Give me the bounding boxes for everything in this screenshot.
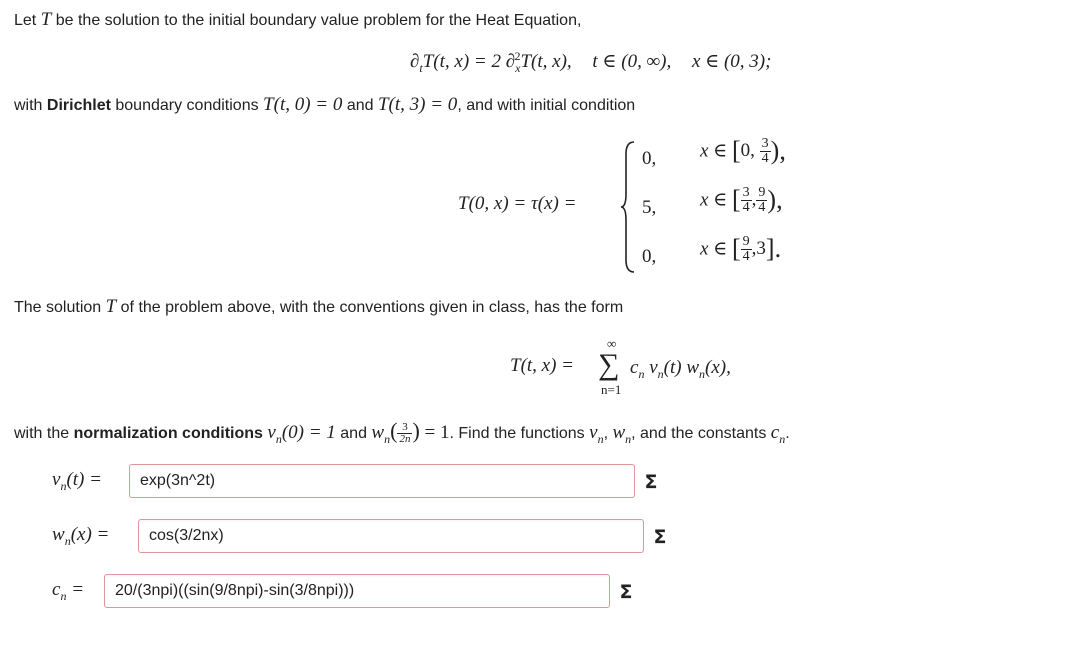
solution-intro <box>14 296 623 318</box>
norm-prefix: with the <box>14 425 70 442</box>
series-w-sub: n <box>699 366 705 381</box>
case-3-open: [ <box>732 234 741 263</box>
solution-var-T: T <box>105 296 117 317</box>
series-terms <box>630 357 731 379</box>
case-2-value: 5, <box>642 197 657 218</box>
norm-c: c <box>770 422 780 443</box>
ic-lhs-text: T(0, x) = τ(x) = <box>458 193 577 214</box>
bc-mid: boundary conditions <box>115 97 259 114</box>
norm-c-sub: n <box>779 431 786 446</box>
norm-w-tail: = 1 <box>424 422 450 443</box>
case-1-value: 0, <box>642 148 657 169</box>
norm-list-w: w <box>612 422 626 443</box>
series-c: c <box>630 357 639 378</box>
answer-v-label-arg: (t) = <box>66 469 102 490</box>
case-1-close: ), <box>770 136 786 165</box>
var-T: T <box>40 9 52 30</box>
case-3-a-num: 9 <box>742 233 750 249</box>
case-3-comma: , <box>751 238 757 259</box>
case-3-b: 3 <box>756 238 766 259</box>
bc-line <box>14 94 635 116</box>
eq-lhs-tail: T(t, x) = 2 ∂ <box>422 51 516 72</box>
eq-x-domain: x ∈ (0, 3); <box>691 51 772 72</box>
eq-rhs-tail: T(t, x), <box>520 51 572 72</box>
normalization-line: with the normalization conditions $v_n(0) = 1$ and $w_n$( $\frac{3}{2n}$ ) = 1. Find the functions $v_n$, $w_n$, and the constants $c_n$. <box>14 418 790 446</box>
answer-c-label-var: c <box>52 579 61 600</box>
sigma-icon[interactable]: Σ <box>653 526 667 548</box>
case-2-b-num: 9 <box>758 184 766 200</box>
intro-line <box>14 9 581 31</box>
case-3-a-den: 4 <box>742 248 750 264</box>
case-1-x-in: x ∈ <box>700 140 728 162</box>
sum-symbol: ∑ <box>598 348 620 381</box>
answer-c-input[interactable]: 20/(3npi)((sin(9/8npi)-sin(3/8npi))) <box>104 574 610 608</box>
series-w: w <box>686 357 699 378</box>
case-2-domain <box>700 185 783 215</box>
case-1-open: [ <box>732 136 741 165</box>
answer-w-input[interactable]: cos(3/2nx) <box>138 519 644 553</box>
bc-suffix: , and with initial condition <box>457 97 636 114</box>
intro-prefix: Let <box>14 12 37 29</box>
norm-suffix: . Find the functions <box>449 425 585 442</box>
norm-v-tail: (0) = 1 <box>281 422 336 443</box>
norm-list-v-sub: n <box>597 431 604 446</box>
solution-suffix: of the problem above, with the conventions given in class, has the form <box>120 299 624 316</box>
norm-frac-num: 3 <box>397 422 412 434</box>
eq-sup-2: 2 <box>514 48 521 63</box>
norm-and: and <box>340 425 367 442</box>
answer-w-label-sub: n <box>64 533 71 548</box>
case-2-comma: , <box>751 189 757 210</box>
case-3-value: 0, <box>642 246 657 267</box>
bc-bold-dirichlet: Dirichlet <box>46 97 111 114</box>
answer-c-label-arg: = <box>66 579 85 600</box>
case-2-a-num: 3 <box>742 184 750 200</box>
answer-c-label <box>52 579 84 601</box>
eq-t-domain: t ∈ (0, ∞), <box>592 51 672 72</box>
answer-w-label-var: w <box>52 524 65 545</box>
case-2-b-den: 4 <box>758 199 766 215</box>
answer-c-label-sub: n <box>60 588 67 603</box>
norm-frac-den: 2n <box>399 433 411 446</box>
series-v-arg: (t) <box>663 357 682 378</box>
series-v: v <box>649 357 658 378</box>
intro-suffix: be the solution to the initial boundary value problem for the Heat Equation, <box>55 12 582 29</box>
case-1-a: 0, <box>740 140 755 161</box>
sigma-icon[interactable]: Σ <box>644 471 658 493</box>
case-3-x-in: x ∈ <box>700 238 728 260</box>
case-2-a-den: 4 <box>742 199 750 215</box>
case-3-domain <box>700 234 781 264</box>
case-1-b-den: 4 <box>761 150 769 166</box>
bc-condition-1: T(t, 0) = 0 <box>263 94 343 115</box>
case-2-close: ), <box>767 185 783 214</box>
bc-condition-2: T(t, 3) = 0 <box>377 94 458 115</box>
sigma-icon[interactable]: Σ <box>619 581 633 603</box>
norm-v-sub: n <box>275 431 282 446</box>
norm-bold: normalization conditions <box>73 425 263 442</box>
answer-w-label <box>52 524 109 546</box>
bc-and: and <box>346 97 374 114</box>
heat-equation <box>410 50 771 73</box>
norm-w-sub: n <box>384 431 391 446</box>
piecewise-brace <box>620 140 636 274</box>
norm-w: w <box>371 422 385 443</box>
norm-and2: , and the constants <box>631 425 767 442</box>
norm-v: v <box>267 422 276 443</box>
sum-bottom: n=1 <box>601 382 622 397</box>
answer-v-label <box>52 469 102 491</box>
sum-top: ∞ <box>607 336 617 351</box>
eq-sub-x: x <box>515 60 521 75</box>
case-3-close: ]. <box>765 234 782 263</box>
series-lhs: T(t, x) = <box>510 355 575 376</box>
answer-v-label-sub: n <box>60 478 67 493</box>
case-1-domain <box>700 136 786 166</box>
answer-v-input[interactable]: exp(3n^2t) <box>129 464 635 498</box>
case-2-open: [ <box>732 185 741 214</box>
series-c-sub: n <box>638 366 645 381</box>
answer-v-label-var: v <box>52 469 61 490</box>
eq-partial-t: ∂ <box>410 51 420 72</box>
solution-prefix: The solution <box>14 299 102 316</box>
bc-prefix: with <box>14 97 43 114</box>
series-v-sub: n <box>657 366 664 381</box>
norm-list-v: v <box>589 422 598 443</box>
series-w-arg: (x), <box>705 357 731 378</box>
ic-lhs <box>458 193 576 215</box>
case-2-x-in: x ∈ <box>700 189 728 211</box>
norm-list-w-sub: n <box>625 431 632 446</box>
case-1-b-num: 3 <box>761 135 769 151</box>
answer-w-label-arg: (x) = <box>70 524 110 545</box>
eq-sub-t: t <box>419 60 423 75</box>
